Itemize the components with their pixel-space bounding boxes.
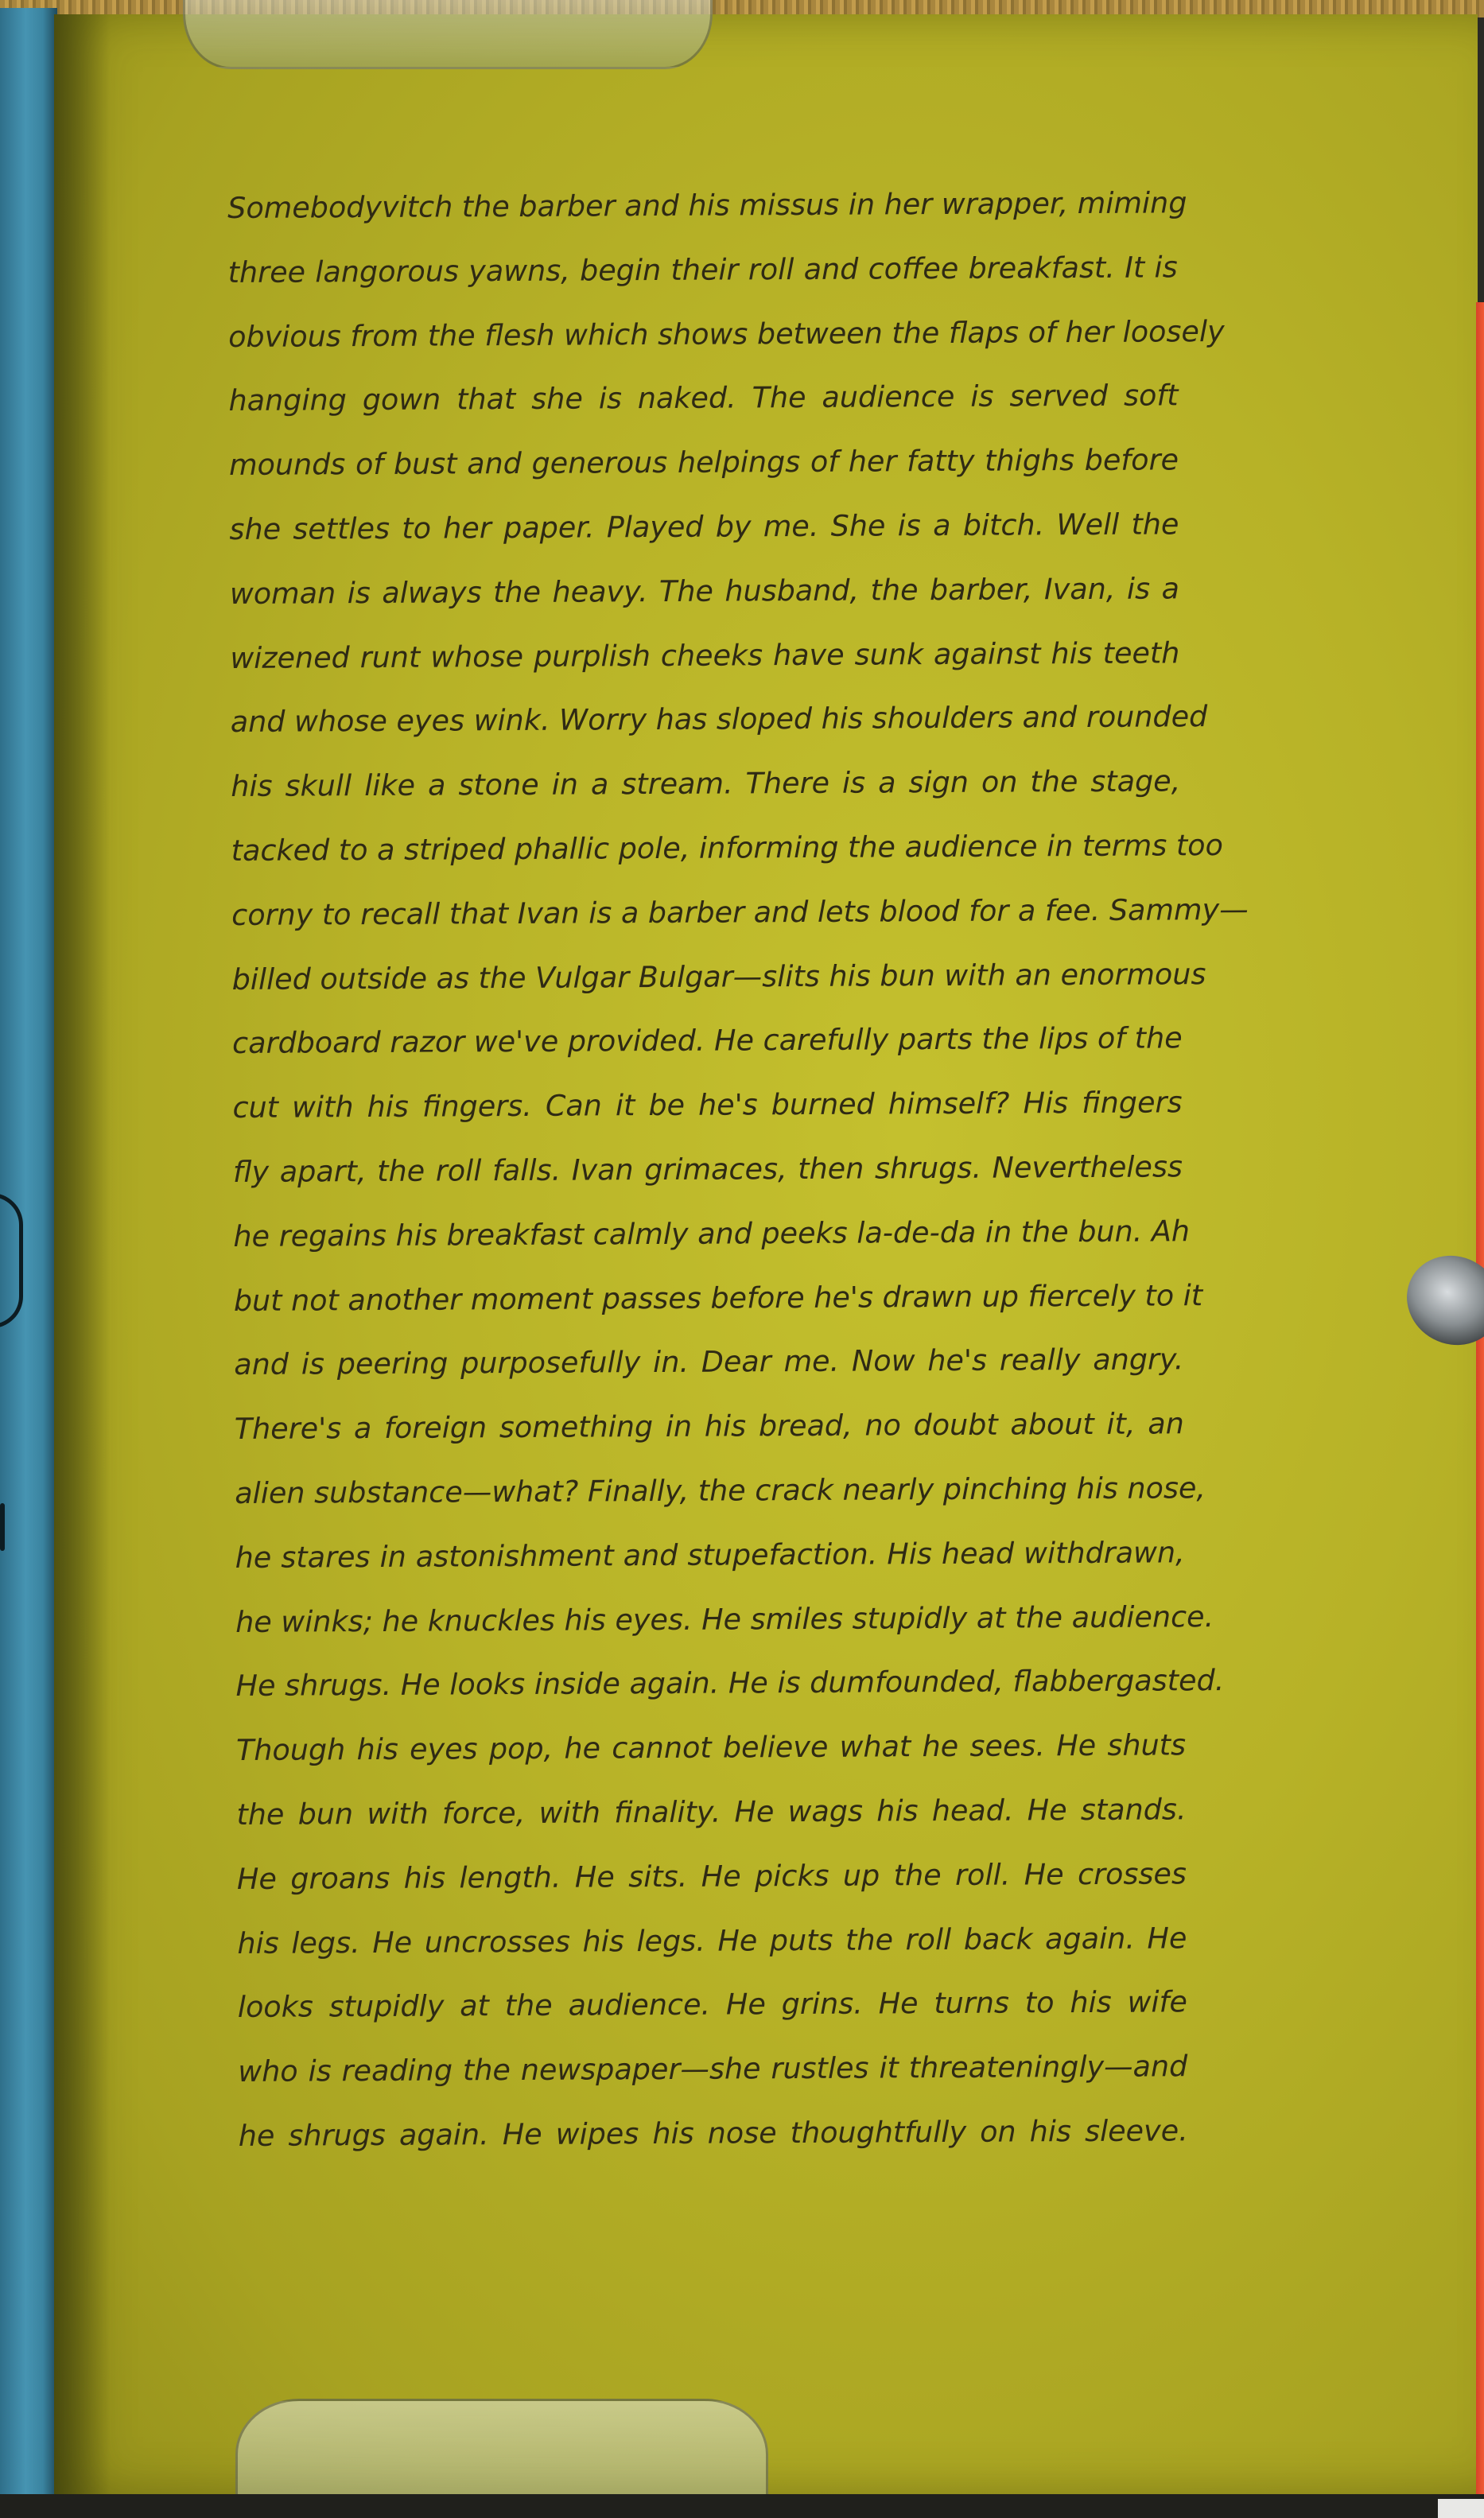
book-cover-left (0, 8, 57, 2518)
text-line: he winks; he knuckles his eyes. He smiles stupidly at the audience. (235, 1599, 1214, 1639)
text-line: he stares in astonishment and stupefaction. His head withdrawn, (235, 1535, 1185, 1575)
passage-text (227, 171, 1249, 2168)
text-line: He groans his length. He sits. He picks up the roll. He crosses (236, 1856, 1187, 1896)
text-line: hanging gown that she is naked. The audience is served soft (228, 378, 1179, 418)
text-line: woman is always the heavy. The husband, the barber, Ivan, is a (229, 571, 1180, 611)
text-line: but not another moment passes before he's drawn up fiercely to it (233, 1277, 1203, 1318)
text-line: He shrugs. He looks inside again. He is dumfounded, flabbergasted. (235, 1663, 1225, 1704)
text-line: he shrugs again. He wipes his nose thoughtfully on his sleeve. (238, 2113, 1188, 2153)
scanner-corner (1438, 2499, 1484, 2518)
scanner-clip-top (183, 0, 713, 69)
text-line: alien substance—what? Finally, the crack nearly pinching his nose, (235, 1471, 1206, 1510)
scanner-bottom-edge (0, 2494, 1484, 2518)
text-line: his skull like a stone in a stream. There is a sign on the stage, (231, 764, 1181, 804)
text-line: and whose eyes wink. Worry has sloped his shoulders and rounded (230, 699, 1208, 740)
text-line: Though his eyes pop, he cannot believe what he sees. He shuts (235, 1727, 1187, 1768)
text-line: wizened runt whose purplish cheeks have sunk against his teeth (230, 635, 1180, 675)
text-line: looks stupidly at the audience. He grins. He turns to his wife (237, 1984, 1187, 2025)
text-line: he regains his breakfast calmly and peeks la-de-da in the bun. Ah (233, 1214, 1191, 1253)
text-line: There's a foreign something in his bread, no doubt about it, an (234, 1406, 1184, 1447)
cover-letter-mark (0, 1193, 23, 1328)
text-line: and is peering purposefully in. Dear me. Now he's really angry. (234, 1342, 1184, 1382)
cover-dot-mark (0, 1503, 5, 1551)
text-line: fly apart, the roll falls. Ivan grimaces, then shrugs. Nevertheless (232, 1149, 1183, 1189)
text-line: cardboard razor we've provided. He carefully parts the lips of the (231, 1020, 1183, 1061)
text-line: billed outside as the Vulgar Bulgar—slits his bun with an enormous (231, 956, 1206, 997)
text-line: mounds of bust and generous helpings of her fatty thighs before (228, 442, 1179, 483)
text-line: cut with his fingers. Can it be he's burned himself? His fingers (232, 1085, 1183, 1125)
book-spine-right (1476, 302, 1484, 2518)
text-line: who is reading the newspaper—she rustles it threateningly—and (238, 2049, 1188, 2089)
text-line: Somebodyvitch the barber and his missus in her wrapper, miming (227, 185, 1187, 225)
text-line: his legs. He uncrosses his legs. He puts the roll back again. He (237, 1920, 1187, 1960)
text-line: she settles to her paper. Played by me. She is a bitch. Well the (229, 507, 1179, 546)
text-line: tacked to a striped phallic pole, informing the audience in terms too (231, 827, 1223, 868)
page-gutter-shadow (54, 14, 110, 2494)
text-line: the bun with force, with finality. He wags his head. He stands. (236, 1792, 1187, 1832)
text-line: obvious from the flesh which shows between the flaps of her loosely (228, 313, 1225, 354)
text-line: corny to recall that Ivan is a barber and lets blood for a fee. Sammy— (231, 892, 1249, 932)
text-line: three langorous yawns, begin their roll and coffee breakfast. It is (227, 250, 1178, 289)
